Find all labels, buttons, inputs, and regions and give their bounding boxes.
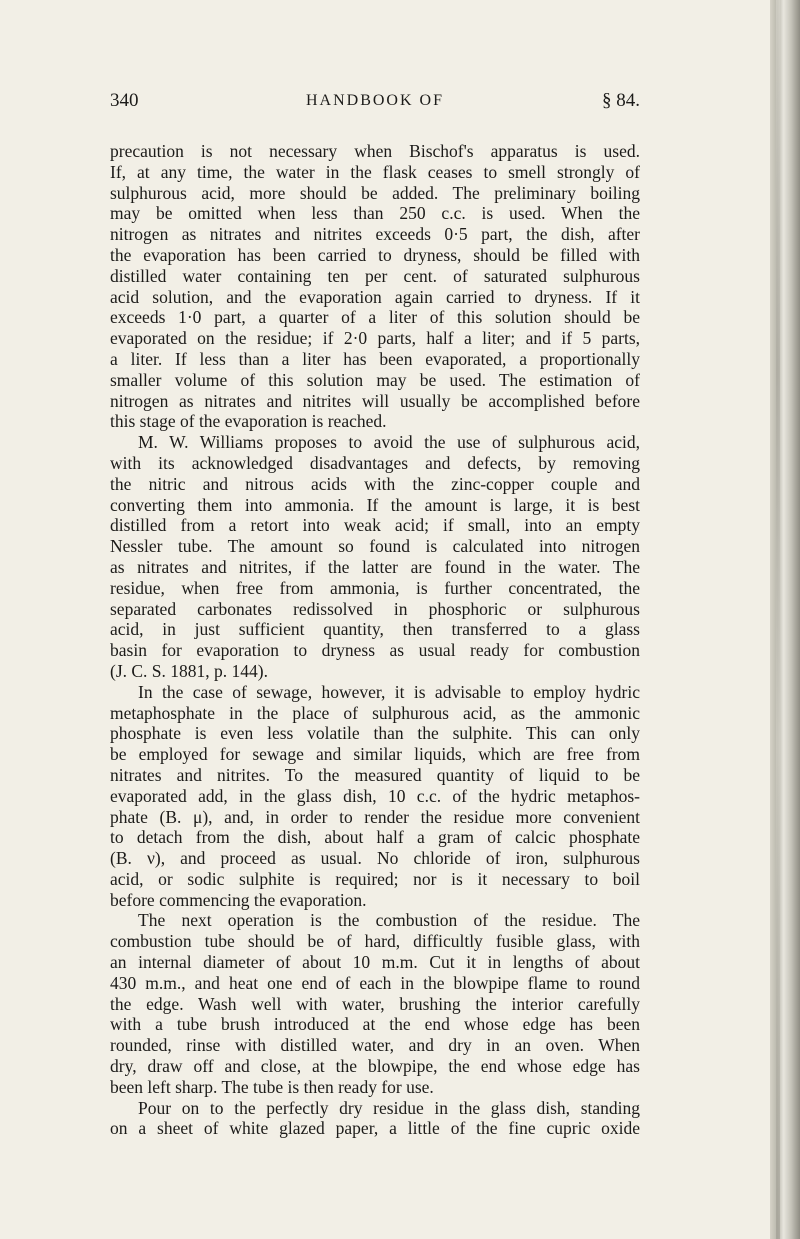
text-line: In the case of sewage, however, it is advisable to employ hydric: [138, 681, 640, 702]
text-line: residue, when free from ammonia, is further concentrated, the: [110, 577, 640, 598]
text-line: be employed for sewage and similar liquids, which are free from: [110, 744, 640, 765]
running-head: HANDBOOK OF: [305, 92, 444, 109]
text-line: the evaporation has been carried to dryness, should be filled with: [110, 244, 640, 265]
text-line: acid solution, and the evaporation again carried to dryness. If it: [110, 286, 640, 307]
text-line: evaporated on the residue; if 2·0 parts, half a liter; and if 5 parts,: [110, 328, 640, 349]
text-line: with its acknowledged disadvantages and defects, by removing: [110, 452, 640, 473]
page-edge: [770, 0, 800, 1239]
text-line: basin for evaporation to dryness as usual ready for combustion: [110, 640, 640, 661]
text-line: exceeds 1·0 part, a quarter of a liter of this solution should be: [110, 307, 640, 328]
text-line: acid, or sodic sulphite is required; nor is it necessary to boil: [110, 868, 640, 889]
text-line: the nitric and nitrous acids with the zinc-copper couple and: [110, 473, 640, 494]
page-number: 340: [110, 90, 139, 111]
body-text: [110, 141, 640, 1139]
text-line: acid, in just sufficient quantity, then transferred to a glass: [110, 619, 640, 640]
text-line: metaphosphate in the place of sulphurous acid, as the ammonic: [110, 702, 640, 723]
text-line: with a tube brush introduced at the end whose edge has been: [110, 1014, 640, 1035]
text-line: Pour on to the perfectly dry residue in the glass dish, standing: [138, 1097, 640, 1118]
text-line: combustion tube should be of hard, difficultly fusible glass, with: [110, 931, 640, 952]
text-line: nitrogen as nitrates and nitrites will usually be accomplished before: [110, 390, 640, 411]
text-line: M. W. Williams proposes to avoid the use of sulphurous acid,: [138, 432, 640, 453]
text-line: on a sheet of white glazed paper, a little of the fine cupric oxide: [110, 1118, 640, 1139]
text-line: distilled water containing ten per cent. of saturated sulphurous: [110, 265, 640, 286]
text-line: phate (B. μ), and, in order to render the residue more convenient: [110, 806, 640, 827]
text-line: (B. ν), and proceed as usual. No chloride of iron, sulphurous: [110, 848, 640, 869]
text-line: The next operation is the combustion of the residue. The: [138, 910, 640, 931]
text-line: separated carbonates redissolved in phosphoric or sulphurous: [110, 598, 640, 619]
text-line: sulphurous acid, more should be added. The preliminary boiling: [110, 182, 640, 203]
text-line: evaporated add, in the glass dish, 10 c.c. of the hydric metaphos-: [110, 785, 640, 806]
text-line: distilled from a retort into weak acid; if small, into an empty: [110, 515, 640, 536]
text-line: this stage of the evaporation is reached.: [110, 411, 387, 432]
text-line: a liter. If less than a liter has been evaporated, a proportionally: [110, 348, 640, 369]
text-line: smaller volume of this solution may be used. The estimation of: [110, 369, 640, 390]
text-line: to detach from the dish, about half a gram of calcic phosphate: [110, 827, 640, 848]
text-line: before commencing the evaporation.: [110, 889, 367, 910]
text-line: If, at any time, the water in the flask ceases to smell strongly of: [110, 161, 640, 182]
text-line: nitrogen as nitrates and nitrites exceeds 0·5 part, the dish, after: [110, 224, 640, 245]
text-line: nitrates and nitrites. To the measured quantity of liquid to be: [110, 764, 640, 785]
text-line: been left sharp. The tube is then ready for use.: [110, 1076, 434, 1097]
text-line: as nitrates and nitrites, if the latter are found in the water. The: [110, 556, 640, 577]
section-number: § 84.: [602, 90, 640, 111]
text-line: Nessler tube. The amount so found is calculated into nitrogen: [110, 536, 640, 557]
text-line: an internal diameter of about 10 m.m. Cut it in lengths of about: [110, 952, 640, 973]
text-line: phosphate is even less volatile than the sulphite. This can only: [110, 723, 640, 744]
text-line: the edge. Wash well with water, brushing the interior carefully: [110, 993, 640, 1014]
text-line: (J. C. S. 1881, p. 144).: [110, 660, 268, 681]
text-line: rounded, rinse with distilled water, and dry in an oven. When: [110, 1035, 640, 1056]
text-line: 430 m.m., and heat one end of each in the blowpipe flame to round: [110, 972, 640, 993]
text-line: may be omitted when less than 250 c.c. is used. When the: [110, 203, 640, 224]
text-line: dry, draw off and close, at the blowpipe, the end whose edge has: [110, 1056, 640, 1077]
text-line: precaution is not necessary when Bischof's apparatus is used.: [110, 141, 640, 161]
page-header: [110, 90, 640, 118]
text-line: converting them into ammonia. If the amount is large, it is best: [110, 494, 640, 515]
